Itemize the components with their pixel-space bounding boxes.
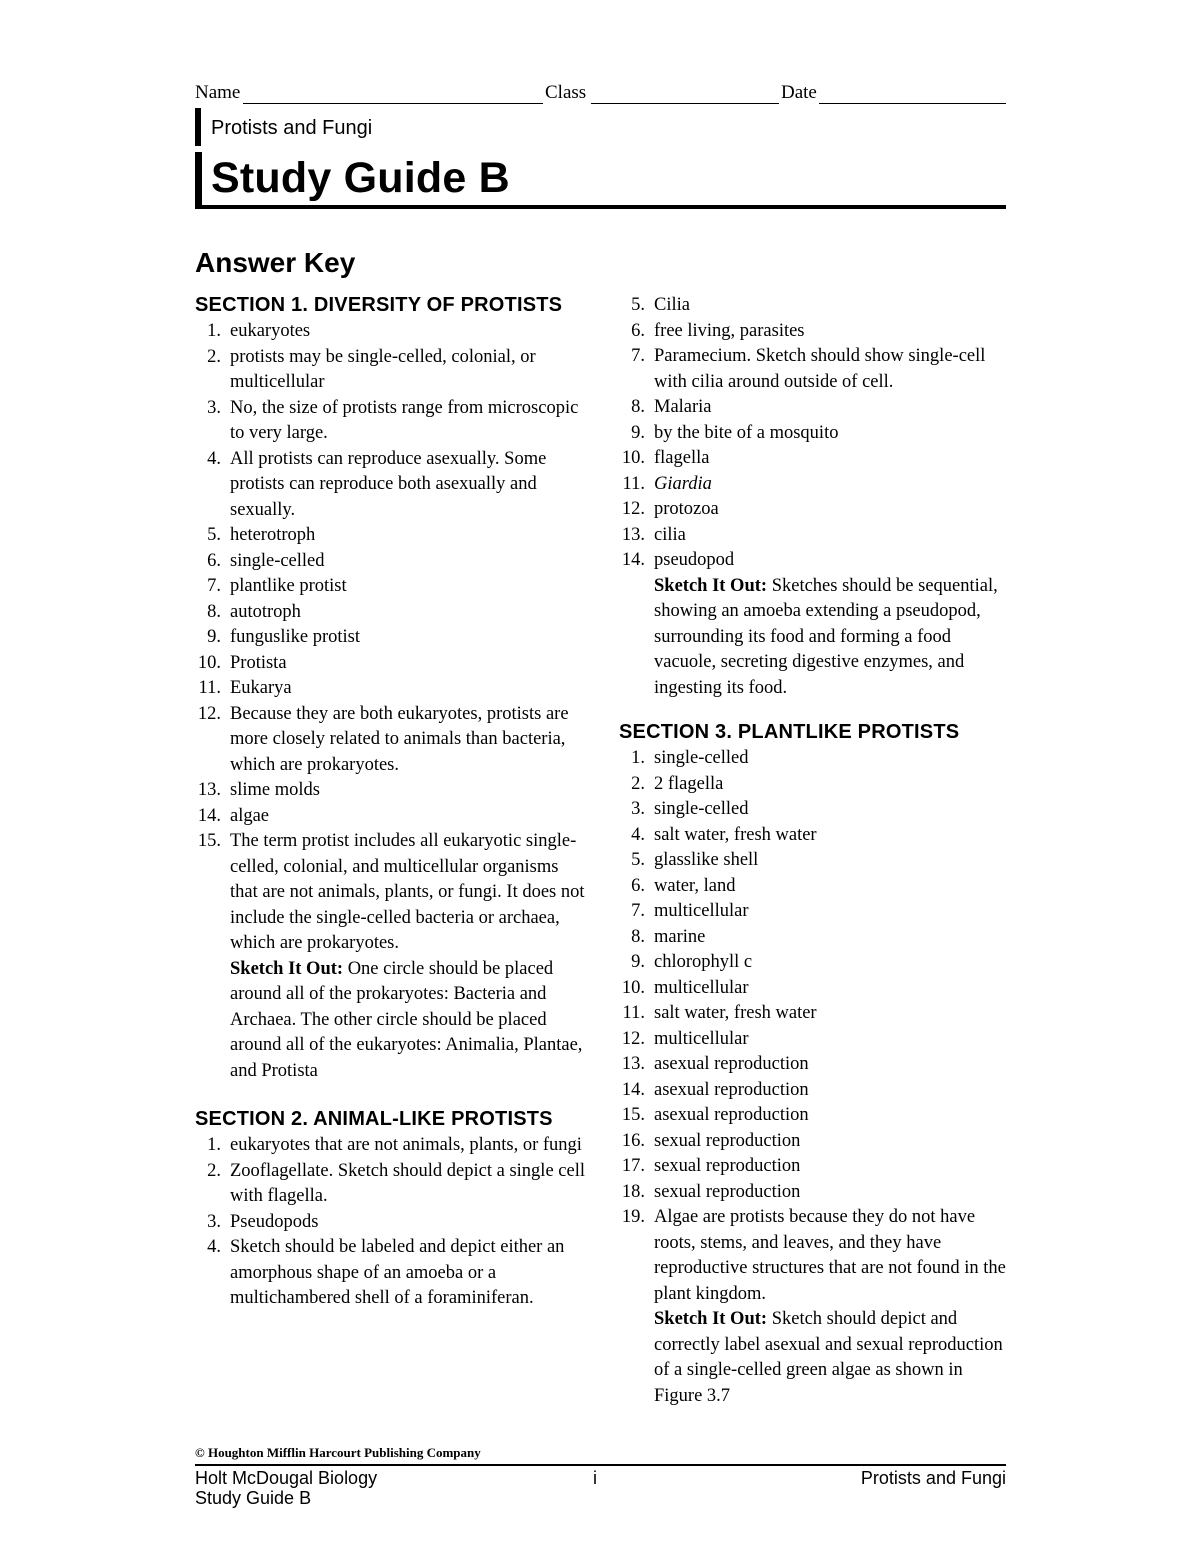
answer-item xyxy=(195,778,585,804)
right-column xyxy=(619,293,1009,1409)
answer-number: 5. xyxy=(631,850,645,870)
answer-item xyxy=(619,344,1009,395)
answer-text: The term protist includes all eukaryotic single-celled, colonial, and multicellular organisms that are not animals, plants, or fungi. It does not include the single-celled bacteria or archaea, which are prokaryotes. xyxy=(230,831,585,953)
answer-text: salt water, fresh water xyxy=(654,824,817,845)
title-underline-rule xyxy=(195,205,1006,209)
answer-number: 8. xyxy=(631,926,645,947)
section-1-heading: SECTION 1. DIVERSITY OF PROTISTS xyxy=(195,294,563,316)
answer-number: 19. xyxy=(621,1207,645,1227)
answer-number: 4. xyxy=(631,824,645,845)
answer-text: protozoa xyxy=(654,499,719,519)
answer-text: chlorophyll c xyxy=(654,952,753,972)
answer-text: multicellular xyxy=(654,977,749,998)
answer-text: eukaryotes xyxy=(230,321,311,341)
left-column xyxy=(195,293,585,1312)
answer-number: 14. xyxy=(621,550,645,570)
sketch-label: Sketch It Out: xyxy=(654,575,768,596)
sketch-label: Sketch It Out: xyxy=(654,1309,768,1329)
answer-text: single-celled xyxy=(654,748,749,768)
answer-text: Paramecium. Sketch should show single-cell with cilia around outside of cell. xyxy=(654,346,986,392)
answer-number: 9. xyxy=(207,627,221,647)
answer-text: multicellular xyxy=(654,1028,749,1049)
name-class-date-line xyxy=(195,82,1006,106)
answer-number: 13. xyxy=(621,1054,645,1074)
answer-number: 7. xyxy=(207,576,221,596)
date-label: Date xyxy=(781,82,817,103)
answer-item xyxy=(619,1205,1009,1307)
answer-item xyxy=(619,1027,1009,1053)
answer-item xyxy=(619,746,1009,772)
name-field[interactable] xyxy=(243,103,543,104)
answer-text: Algae are protists because they do not have roots, stems, and leaves, and they have reproductive structures that are not found in the plant kingdom. xyxy=(654,1207,1006,1304)
answer-number: 14. xyxy=(197,805,221,826)
answer-text: slime molds xyxy=(230,780,320,800)
answer-text: funguslike protist xyxy=(230,627,361,647)
answer-item xyxy=(619,848,1009,874)
section-1-answer-list xyxy=(195,319,585,1084)
answer-number: 8. xyxy=(207,601,221,622)
answer-item xyxy=(195,319,585,345)
answer-text: water, land xyxy=(654,875,736,896)
answer-text: Cilia xyxy=(654,295,690,315)
answer-number: 7. xyxy=(631,901,645,921)
answer-item xyxy=(195,1159,585,1210)
answer-number: 9. xyxy=(631,952,645,972)
answer-text: All protists can reproduce asexually. Some protists can reproduce both asexually and sexually. xyxy=(230,448,547,520)
answer-number: 10. xyxy=(621,448,645,468)
answer-number: 1. xyxy=(207,321,221,341)
answer-number: 15. xyxy=(621,1105,645,1125)
answer-text: salt water, fresh water xyxy=(654,1003,817,1023)
answer-number: 2. xyxy=(631,773,645,794)
answer-item xyxy=(195,702,585,779)
answer-number: 5. xyxy=(207,525,221,545)
answer-text: pseudopod xyxy=(654,550,735,570)
answer-item xyxy=(619,1103,1009,1129)
answer-number: 18. xyxy=(621,1181,645,1202)
answer-number: 3. xyxy=(207,397,221,418)
section-2-answer-list-part1 xyxy=(195,1133,585,1312)
answer-text: sexual reproduction xyxy=(654,1156,801,1176)
answer-text: cilia xyxy=(654,524,686,545)
answer-item xyxy=(619,472,1009,498)
answer-text: Protista xyxy=(230,652,287,673)
answer-number: 6. xyxy=(631,320,645,341)
answer-item xyxy=(619,950,1009,976)
answer-text: plantlike protist xyxy=(230,576,347,596)
section-3-heading: SECTION 3. PLANTLIKE PROTISTS xyxy=(619,721,960,743)
footer-page-number: i xyxy=(593,1468,597,1488)
answer-item xyxy=(619,772,1009,798)
section-2-heading: SECTION 2. ANIMAL-LIKE PROTISTS xyxy=(195,1108,553,1130)
answer-item xyxy=(195,676,585,702)
answer-text: Because they are both eukaryotes, protists are more closely related to animals than bacteria, which are prokaryotes. xyxy=(230,703,569,775)
section-3-answer-list xyxy=(619,746,1009,1409)
answer-item xyxy=(619,874,1009,900)
answer-item xyxy=(619,1129,1009,1155)
answer-number: 3. xyxy=(207,1211,221,1232)
answer-text: free living, parasites xyxy=(654,320,805,341)
answer-item xyxy=(619,1052,1009,1078)
answer-number: 6. xyxy=(207,550,221,571)
footer-book-title: Holt McDougal Biology xyxy=(195,1468,378,1488)
answer-number: 11. xyxy=(622,1003,645,1023)
answer-text: heterotroph xyxy=(230,525,316,545)
answer-text: protists may be single-celled, colonial, or multicellular xyxy=(230,346,536,392)
answer-number: 11. xyxy=(622,473,645,494)
title-accent-bar xyxy=(195,152,202,208)
answer-number: 11. xyxy=(198,678,221,698)
answer-item xyxy=(619,293,1009,319)
title-header xyxy=(195,152,1006,210)
answer-item xyxy=(619,823,1009,849)
answer-text: 2 flagella xyxy=(654,773,724,794)
answer-number: 2. xyxy=(207,1160,221,1181)
subject-title: Protists and Fungi xyxy=(211,117,373,139)
answer-number: 5. xyxy=(631,295,645,315)
answer-number: 15. xyxy=(197,831,221,851)
answer-text: marine xyxy=(654,926,706,947)
answer-number: 12. xyxy=(621,1028,645,1049)
sketch-label: Sketch It Out: xyxy=(230,958,344,979)
footer-guide-title: Study Guide B xyxy=(195,1488,312,1508)
answer-key-heading: Answer Key xyxy=(195,247,356,278)
answer-text: Sketch should be labeled and depict either an amorphous shape of an amoeba or a multichambered shell of a foraminiferan. xyxy=(230,1237,565,1308)
class-field[interactable] xyxy=(591,103,779,104)
answer-item xyxy=(619,395,1009,421)
answer-item xyxy=(195,651,585,677)
answer-item xyxy=(619,976,1009,1002)
answer-number: 6. xyxy=(631,875,645,896)
answer-item xyxy=(195,625,585,651)
subject-header xyxy=(195,108,1006,148)
answer-text: flagella xyxy=(654,448,710,468)
page-title: Study Guide B xyxy=(211,154,510,202)
answer-number: 12. xyxy=(621,499,645,519)
answer-text: Eukarya xyxy=(230,678,292,698)
answer-item xyxy=(195,345,585,396)
answer-item xyxy=(619,925,1009,951)
answer-number: 10. xyxy=(197,652,221,673)
answer-item xyxy=(619,319,1009,345)
page-footer xyxy=(195,1466,1006,1511)
answer-text: sexual reproduction xyxy=(654,1181,801,1202)
answer-text: asexual reproduction xyxy=(654,1105,809,1125)
answer-number: 13. xyxy=(197,780,221,800)
answer-text: Zooflagellate. Sketch should depict a single cell with flagella. xyxy=(230,1160,585,1206)
answer-item xyxy=(619,446,1009,472)
sketch-it-out xyxy=(195,957,585,1085)
answer-text: sexual reproduction xyxy=(654,1130,801,1151)
subject-accent-bar xyxy=(195,108,201,146)
answer-item xyxy=(195,1235,585,1312)
answer-item xyxy=(619,548,1009,574)
class-label: Class xyxy=(545,82,587,103)
answer-item xyxy=(195,549,585,575)
sketch-it-out xyxy=(619,1307,1009,1409)
answer-item xyxy=(619,497,1009,523)
sketch-it-out xyxy=(619,574,1009,702)
answer-text: glasslike shell xyxy=(654,850,759,870)
footer-chapter: Protists and Fungi xyxy=(860,1468,1006,1488)
answer-item xyxy=(195,804,585,830)
answer-number: 8. xyxy=(631,397,645,417)
sketch-text: One circle should be placed around all of the prokaryotes: Bacteria and Archaea. The other circle should be placed around all of the eukaryotes: Animalia, Plantae, and Protista xyxy=(230,958,583,1081)
footer-book-info xyxy=(195,1468,377,1508)
answer-text: eukaryotes that are not animals, plants, or fungi xyxy=(230,1135,582,1155)
answer-number: 10. xyxy=(621,977,645,998)
answer-text: asexual reproduction xyxy=(654,1079,809,1100)
answer-number: 13. xyxy=(621,524,645,545)
answer-item xyxy=(619,1154,1009,1180)
answer-text: Malaria xyxy=(654,397,712,417)
answer-number: 2. xyxy=(207,346,221,367)
answer-item xyxy=(195,396,585,447)
answer-item xyxy=(195,829,585,957)
answer-number: 1. xyxy=(207,1135,221,1155)
answer-text: Giardia xyxy=(654,473,712,494)
answer-item xyxy=(619,523,1009,549)
answer-item xyxy=(195,523,585,549)
date-field[interactable] xyxy=(819,103,1006,104)
answer-number: 1. xyxy=(631,748,645,768)
answer-text: asexual reproduction xyxy=(654,1054,809,1074)
answer-item xyxy=(619,1180,1009,1206)
answer-item xyxy=(195,447,585,524)
answer-item xyxy=(195,574,585,600)
answer-text: single-celled xyxy=(654,799,749,819)
answer-text: multicellular xyxy=(654,901,749,921)
sketch-text: Sketch should depict and correctly label asexual and sexual reproduction of a single-celled green algae as shown in Figure 3.7 xyxy=(654,1309,1003,1406)
sketch-text: Sketches should be sequential, showing an amoeba extending a pseudopod, surrounding its food and forming a food vacuole, secreting digestive enzymes, and ingesting its food. xyxy=(654,575,998,698)
answer-item xyxy=(619,1078,1009,1104)
answer-text: by the bite of a mosquito xyxy=(654,422,839,443)
answer-text: autotroph xyxy=(230,601,301,622)
answer-number: 14. xyxy=(621,1079,645,1100)
answer-number: 16. xyxy=(621,1130,645,1151)
answer-number: 12. xyxy=(197,703,221,724)
section-2-answer-list-part2 xyxy=(619,293,1009,701)
answer-number: 9. xyxy=(631,422,645,443)
answer-item xyxy=(195,1133,585,1159)
answer-item xyxy=(619,899,1009,925)
answer-item xyxy=(195,600,585,626)
answer-number: 17. xyxy=(621,1156,645,1176)
answer-text: algae xyxy=(230,805,270,826)
answer-item xyxy=(619,1001,1009,1027)
answer-number: 7. xyxy=(631,346,645,366)
answer-number: 4. xyxy=(207,448,221,469)
answer-text: Pseudopods xyxy=(230,1211,319,1232)
answer-number: 3. xyxy=(631,799,645,819)
answer-item xyxy=(195,1210,585,1236)
answer-text: single-celled xyxy=(230,550,325,571)
answer-text: No, the size of protists range from microscopic to very large. xyxy=(230,397,579,443)
answer-item xyxy=(619,797,1009,823)
answer-number: 4. xyxy=(207,1237,221,1257)
answer-item xyxy=(619,421,1009,447)
name-label: Name xyxy=(195,82,241,103)
copyright-notice: © Houghton Mifflin Harcourt Publishing Company xyxy=(195,1445,481,1460)
